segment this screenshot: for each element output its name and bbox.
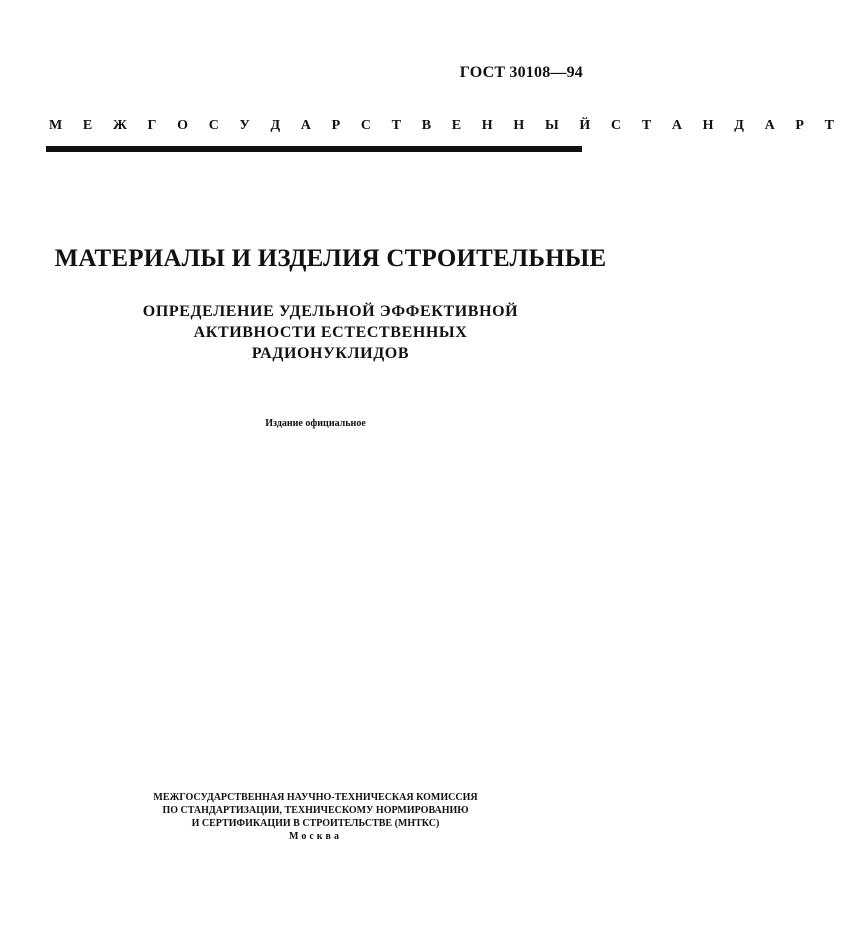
subtitle-line: РАДИОНУКЛИДОВ: [251, 345, 410, 362]
publisher-city: Москва: [289, 831, 342, 842]
header-rule: [46, 146, 582, 152]
document-title: МАТЕРИАЛЫ И ИЗДЕЛИЯ СТРОИТЕЛЬНЫЕ: [54, 245, 607, 272]
document-number: ГОСТ 30108—94: [459, 64, 583, 81]
document-subtitle: [0, 301, 661, 364]
edition-label: Издание официальное: [265, 418, 366, 429]
publisher-line: ПО СТАНДАРТИЗАЦИИ, ТЕХНИЧЕСКОМУ НОРМИРОВАНИЮ: [162, 805, 469, 816]
publisher-line: И СЕРТИФИКАЦИИ В СТРОИТЕЛЬСТВЕ (МНТКС): [191, 818, 440, 829]
subtitle-line: АКТИВНОСТИ ЕСТЕСТВЕННЫХ: [193, 324, 468, 341]
publisher-block: [0, 791, 631, 843]
publisher-line: МЕЖГОСУДАРСТВЕННАЯ НАУЧНО-ТЕХНИЧЕСКАЯ КОМИССИЯ: [153, 792, 478, 803]
subtitle-line: ОПРЕДЕЛЕНИЕ УДЕЛЬНОЙ ЭФФЕКТИВНОЙ: [142, 303, 519, 320]
standard-type-heading: М Е Ж Г О С У Д А Р С Т В Е Н Н Ы Й С Т А Н Д А Р Т: [49, 118, 843, 133]
